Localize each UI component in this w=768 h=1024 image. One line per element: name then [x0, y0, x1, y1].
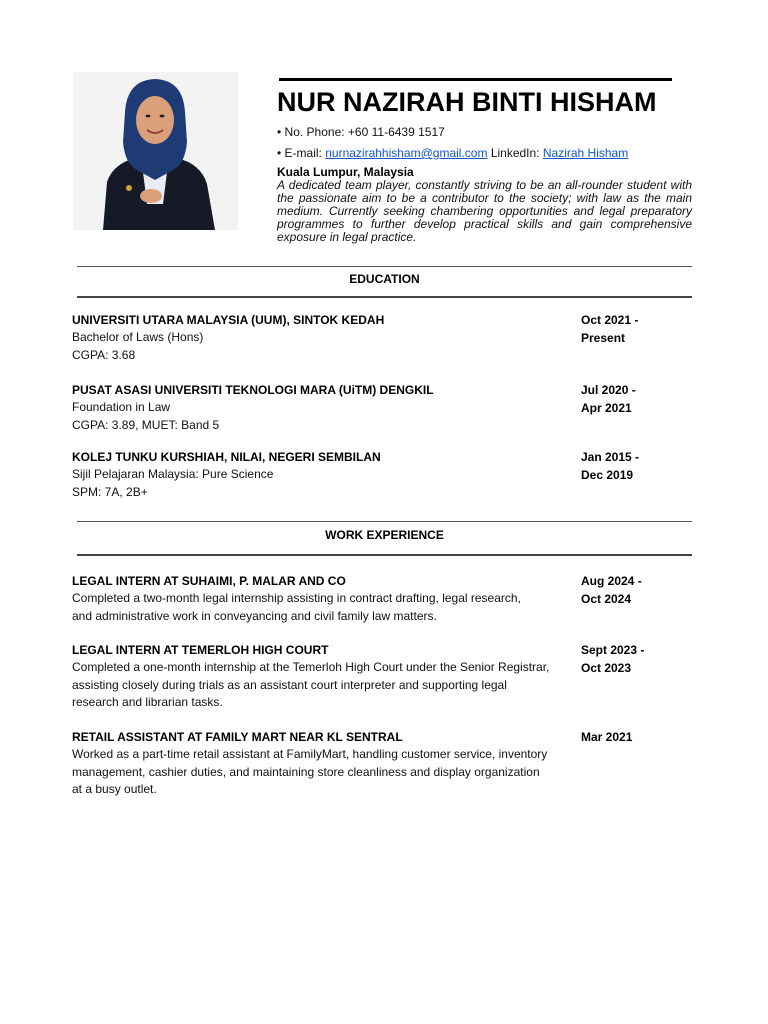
work-description-line: and administrative work in conveyancing and civil family law matters. — [72, 608, 437, 623]
phone-label: • No. Phone: — [277, 125, 345, 139]
header-top-rule — [279, 78, 672, 81]
education-qualification: Foundation in Law — [72, 400, 171, 414]
education-qualification: Sijil Pelajaran Malaysia: Pure Science — [72, 467, 274, 481]
work-role: LEGAL INTERN AT SUHAIMI, P. MALAR AND CO — [72, 574, 346, 588]
email-label: • E-mail: — [277, 146, 322, 160]
education-date: Jan 2015 - Dec 2019 — [581, 450, 640, 482]
candidate-name: NUR NAZIRAH BINTI HISHAM — [277, 87, 657, 117]
education-date: Jul 2020 - Apr 2021 — [581, 383, 636, 415]
linkedin-link[interactable]: Nazirah Hisham — [542, 146, 629, 160]
phone-number: +60 11-6439 1517 — [347, 125, 445, 139]
work-description-line: management, cashier duties, and maintaining store cleanliness and display organization — [72, 764, 540, 779]
work-description-line: at a busy outlet. — [72, 782, 157, 796]
work-description-line: Worked as a part-time retail assistant at FamilyMart, handling customer service, inventory — [72, 747, 548, 761]
work-heading: WORK EXPERIENCE — [325, 528, 444, 542]
work-rule-bottom — [77, 554, 692, 556]
phone-line — [277, 125, 445, 139]
email-link[interactable]: nurnazirahhisham@gmail.com — [325, 146, 488, 160]
email-line — [277, 146, 628, 160]
location: Kuala Lumpur, Malaysia — [277, 165, 414, 179]
education-institution: KOLEJ TUNKU KURSHIAH, NILAI, NEGERI SEMBILAN — [72, 450, 381, 464]
work-date: Aug 2024 - Oct 2024 — [581, 574, 642, 606]
work-description-line: research and librarian tasks. — [72, 695, 223, 709]
work-description-line: assisting closely during trials as an assistant court interpreter and supporting legal — [72, 677, 507, 692]
education-date: Oct 2021 - Present — [581, 313, 639, 345]
work-role: LEGAL INTERN AT TEMERLOH HIGH COURT — [72, 643, 329, 657]
work-date: Sept 2023 - Oct 2023 — [581, 643, 645, 675]
education-rule-bottom — [77, 296, 692, 298]
education-heading: EDUCATION — [349, 272, 420, 286]
education-result: CGPA: 3.68 — [72, 347, 136, 362]
profile-photo-illustration — [73, 72, 238, 230]
education-rule-top — [77, 266, 692, 267]
work-description-line: Completed a one-month internship at the Temerloh High Court under the Senior Registrar, — [72, 660, 550, 674]
work-date: Mar 2021 — [581, 730, 633, 744]
education-result: CGPA: 3.89, MUET: Band 5 — [72, 417, 220, 432]
profile-photo — [73, 72, 238, 230]
education-institution: UNIVERSITI UTARA MALAYSIA (UUM), SINTOK KEDAH — [72, 313, 385, 327]
work-rule-top — [77, 521, 692, 522]
linkedin-label: LinkedIn: — [490, 146, 540, 160]
education-result: SPM: 7A, 2B+ — [72, 484, 148, 499]
education-qualification: Bachelor of Laws (Hons) — [72, 330, 204, 344]
profile-summary: A dedicated team player, constantly striving to be an all-rounder student with the passionate aim to be a contributor to the society; with law as the main medium. Currently seeking chambering opportunities and legal preparatory programmes to further develop practical skills and gain comprehensive exposure in legal practice. — [277, 178, 692, 244]
work-role: RETAIL ASSISTANT AT FAMILY MART NEAR KL SENTRAL — [72, 730, 403, 744]
education-institution: PUSAT ASASI UNIVERSITI TEKNOLOGI MARA (UiTM) DENGKIL — [72, 383, 434, 397]
work-description-line: Completed a two-month legal internship assisting in contract drafting, legal research, — [72, 591, 521, 605]
